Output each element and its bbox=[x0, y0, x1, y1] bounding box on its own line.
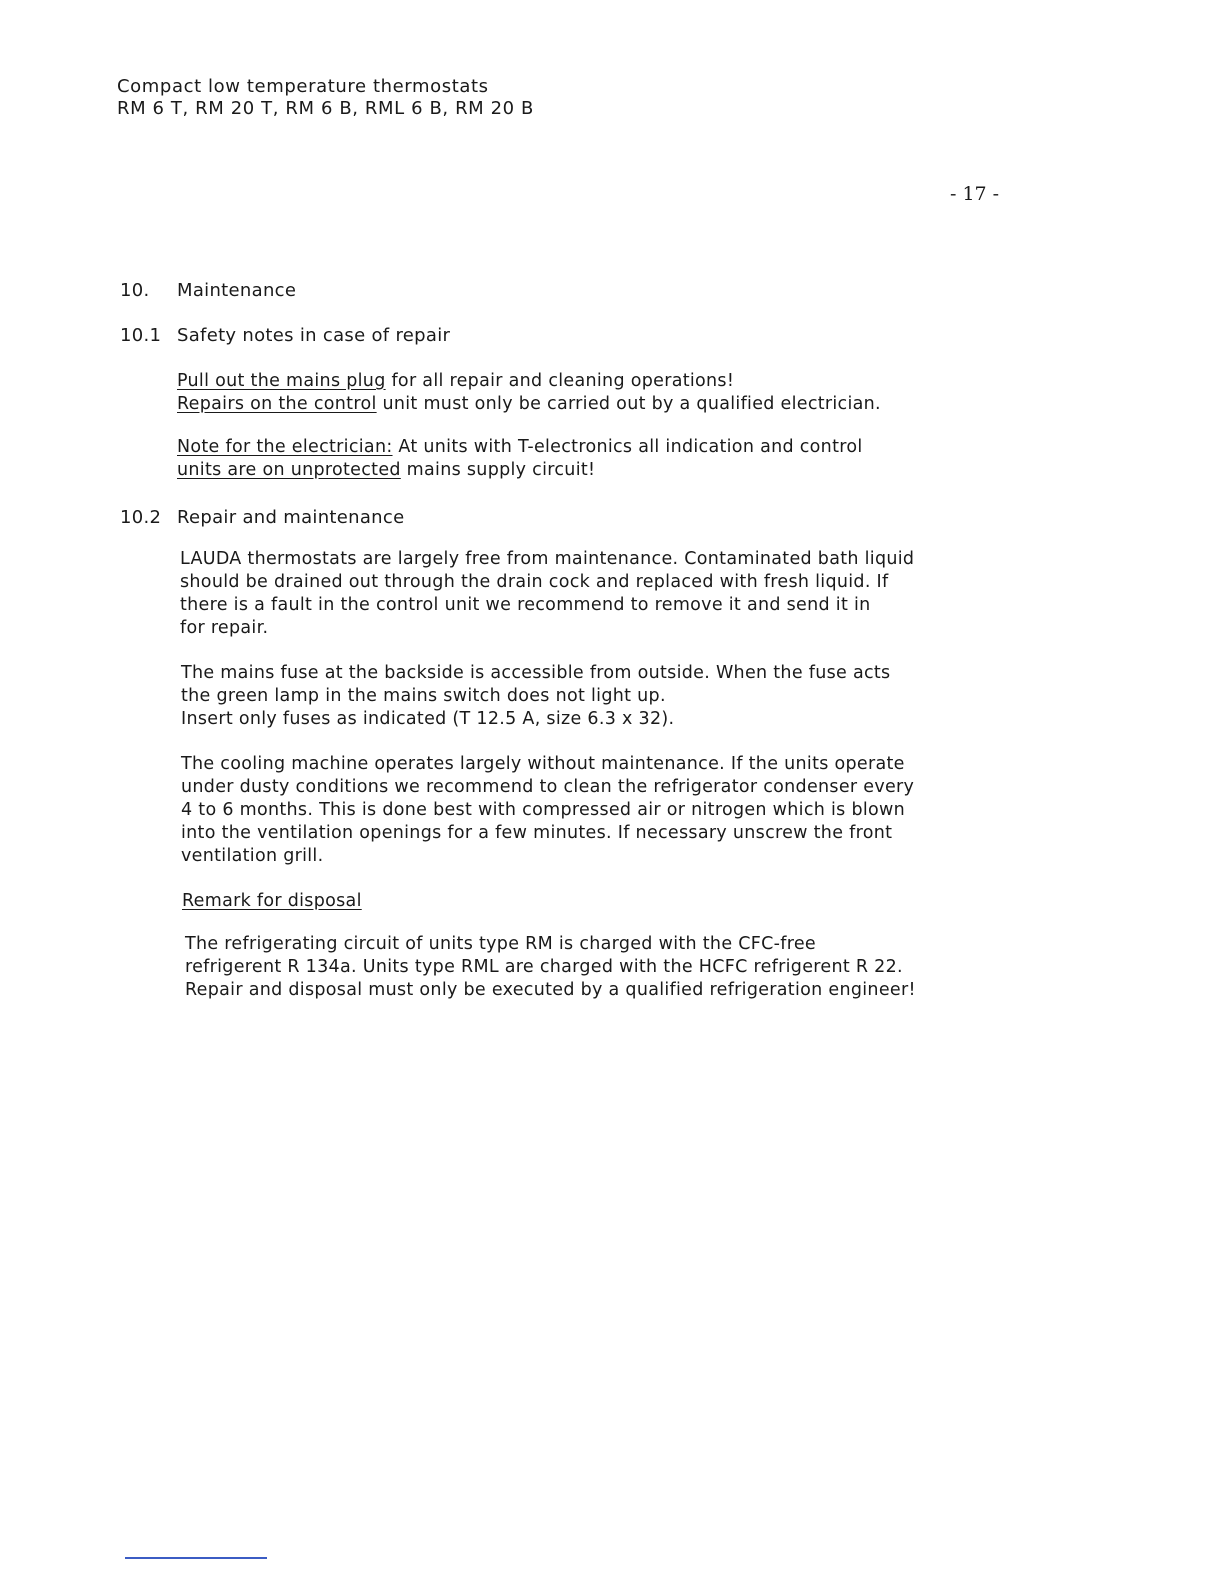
electrician-text-2: mains supply circuit! bbox=[400, 460, 596, 480]
header-models: RM 6 T, RM 20 T, RM 6 B, RML 6 B, RM 20 B bbox=[117, 98, 535, 119]
paragraph-cooling-machine bbox=[181, 753, 914, 868]
paragraph-line: ventilation grill. bbox=[181, 846, 324, 866]
paragraph-line: The mains fuse at the backside is accessible from outside. When the fuse acts bbox=[181, 663, 891, 683]
paragraph-line: should be drained out through the drain cock and replaced with fresh liquid. If bbox=[180, 572, 889, 592]
paragraph-line: into the ventilation openings for a few minutes. If necessary unscrew the front bbox=[181, 823, 893, 843]
paragraph-line: there is a fault in the control unit we recommend to remove it and send it in bbox=[180, 595, 871, 615]
document-header bbox=[117, 76, 534, 120]
safety-underlined-2: Repairs on the control bbox=[177, 394, 377, 414]
paragraph-line: the green lamp in the mains switch does not light up. bbox=[181, 686, 666, 706]
section-number: 10. bbox=[120, 280, 150, 301]
safety-line-1 bbox=[177, 370, 881, 393]
paragraph-mains-fuse bbox=[181, 662, 890, 731]
paragraph-line: LAUDA thermostats are largely free from maintenance. Contaminated bath liquid bbox=[180, 549, 915, 569]
paragraph-line: for repair. bbox=[180, 618, 269, 638]
safety-underlined-1: Pull out the mains plug bbox=[177, 371, 386, 391]
safety-line-2 bbox=[177, 393, 881, 416]
safety-notes bbox=[177, 370, 881, 416]
safety-text-1: for all repair and cleaning operations! bbox=[385, 371, 735, 391]
page-number: - 17 - bbox=[950, 183, 1000, 205]
electrician-underlined-1: Note for the electrician: bbox=[177, 437, 393, 457]
paragraph-line: under dusty conditions we recommend to clean the refrigerator condenser every bbox=[181, 777, 915, 797]
subsection-number: 10.2 bbox=[120, 507, 162, 528]
remark-title: Remark for disposal bbox=[182, 891, 362, 911]
electrician-note bbox=[177, 436, 863, 482]
header-title: Compact low temperature thermostats bbox=[117, 76, 489, 97]
section-title: Maintenance bbox=[177, 280, 297, 301]
subsection-title: Repair and maintenance bbox=[177, 507, 405, 528]
subsection-number: 10.1 bbox=[120, 325, 162, 346]
footer-rule bbox=[125, 1557, 267, 1559]
paragraph-maintenance-free bbox=[180, 548, 914, 640]
electrician-underlined-2: units are on unprotected bbox=[177, 460, 401, 480]
electrician-line-2 bbox=[177, 459, 863, 482]
paragraph-line: 4 to 6 months. This is done best with compressed air or nitrogen which is blown bbox=[181, 800, 906, 820]
paragraph-disposal bbox=[185, 933, 916, 1002]
paragraph-line: The refrigerating circuit of units type RM is charged with the CFC-free bbox=[185, 934, 816, 954]
paragraph-line: refrigerent R 134a. Units type RML are charged with the HCFC refrigerent R 22. bbox=[185, 957, 903, 977]
remark-heading bbox=[182, 890, 362, 913]
subsection-title: Safety notes in case of repair bbox=[177, 325, 451, 346]
paragraph-line: Repair and disposal must only be executed by a qualified refrigeration engineer! bbox=[185, 980, 916, 1000]
electrician-line-1 bbox=[177, 436, 863, 459]
electrician-text-1: At units with T-electronics all indication and control bbox=[392, 437, 863, 457]
paragraph-line: Insert only fuses as indicated (T 12.5 A, size 6.3 x 32). bbox=[181, 709, 675, 729]
paragraph-line: The cooling machine operates largely without maintenance. If the units operate bbox=[181, 754, 905, 774]
safety-text-2: unit must only be carried out by a qualified electrician. bbox=[376, 394, 881, 414]
